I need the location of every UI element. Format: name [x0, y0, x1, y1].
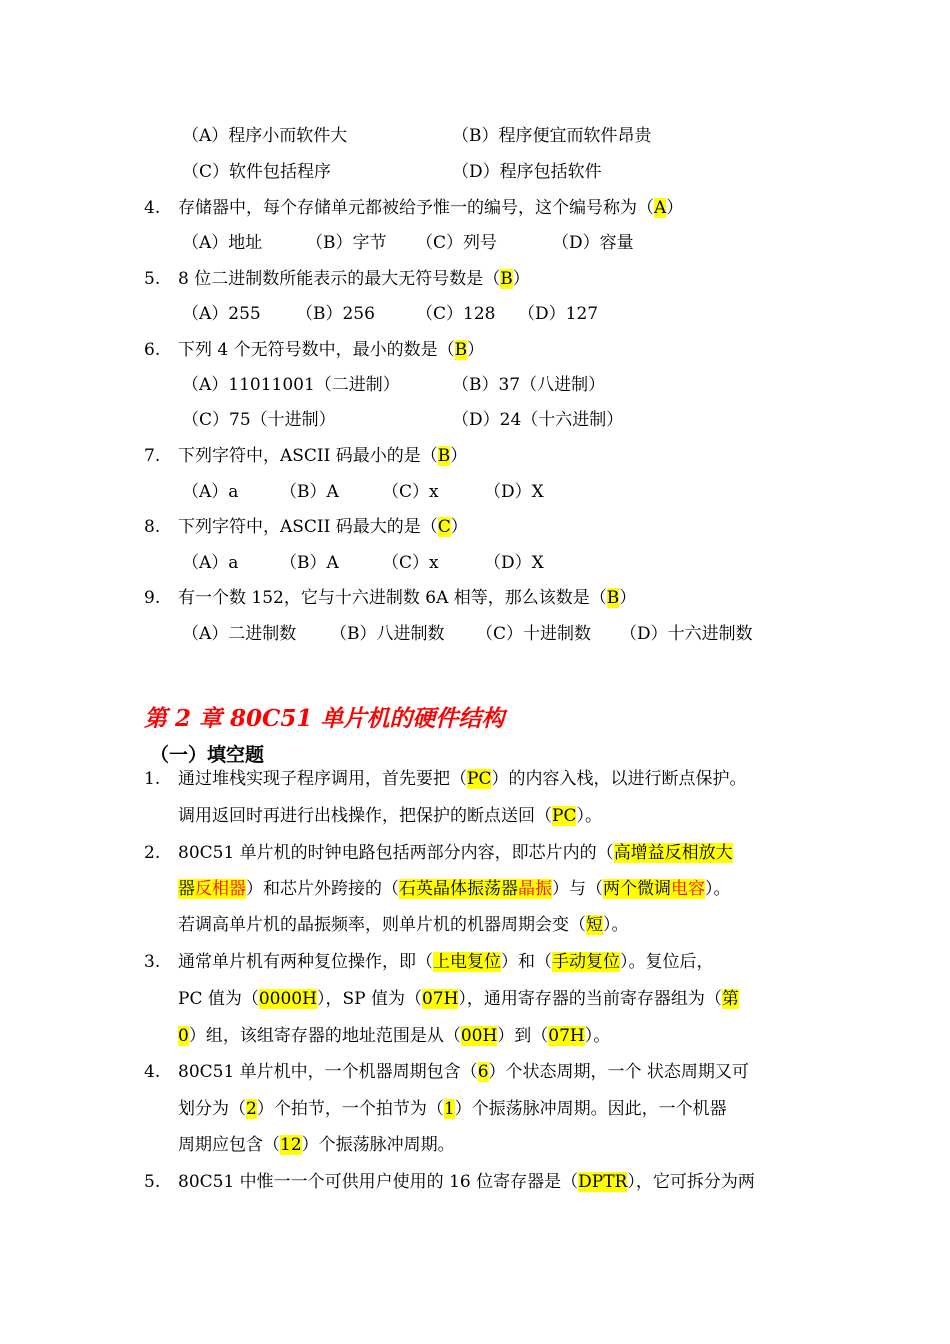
- option-d: （D）24（十六进制）: [452, 410, 624, 430]
- option-a: （A）二进制数: [182, 624, 297, 644]
- fill-question-3-line-2: PC 值为（0000H），SP 值为（07H），通用寄存器的当前寄存器组为（第: [178, 989, 739, 1009]
- fill-question-2-line-3: 若调高单片机的晶振频率，则单片机的机器周期会变（短）。: [178, 915, 629, 935]
- question-number: 5.: [144, 269, 161, 289]
- question-text: 存储器中，每个存储单元都被给予惟一的编号，这个编号称为（A）: [178, 198, 684, 218]
- answer-highlight: 高增益反相放大: [613, 843, 733, 863]
- option-b: （B）37（八进制）: [452, 375, 606, 395]
- option-b: （B）八进制数: [330, 624, 445, 644]
- question-text: 有一个数 152，它与十六进制数 6A 相等，那么该数是（B）: [178, 588, 637, 608]
- question-number: 2.: [144, 843, 161, 863]
- question-number: 4.: [144, 198, 161, 218]
- question-text: 80C51 单片机中，一个机器周期包含（6）个状态周期，一个 状态周期又可: [178, 1062, 749, 1082]
- option-c: （C）x: [382, 553, 439, 573]
- question-number: 7.: [144, 446, 161, 466]
- answer-highlight: B: [500, 269, 513, 289]
- answer-highlight: 第: [721, 989, 739, 1009]
- question-text: 通常单片机有两种复位操作，即（上电复位）和（手动复位）。复位后，: [178, 952, 714, 972]
- answer-highlight: 07H: [421, 989, 459, 1009]
- option-a: （A）11011001（二进制）: [182, 375, 400, 395]
- answer-highlight: 0000H: [258, 989, 317, 1009]
- option-b: （B）A: [280, 482, 339, 502]
- option-d: （D）十六进制数: [620, 624, 753, 644]
- answer-highlight: 1: [443, 1099, 455, 1119]
- option-b: （B）256: [296, 304, 375, 324]
- answer-highlight: 07H: [548, 1026, 585, 1046]
- option-c: （C）75（十进制）: [182, 410, 336, 430]
- option-c: （C）列号: [416, 233, 498, 253]
- question-number: 6.: [144, 340, 161, 360]
- answer-highlight: 上电复位: [433, 952, 501, 972]
- answer-highlight: C: [437, 517, 451, 537]
- option-c: （C）128: [416, 304, 496, 324]
- question-text: 下列 4 个无符号数中，最小的数是（B）: [178, 340, 485, 360]
- option-a: （A）a: [182, 553, 239, 573]
- fill-question-4-line-3: 周期应包含（12）个振荡脉冲周期。: [178, 1135, 455, 1155]
- option-a: （A）地址: [182, 233, 263, 253]
- q3-option-a: （A）程序小而软件大: [182, 126, 348, 146]
- question-text: 下列字符中，ASCII 码最大的是（C）: [178, 517, 468, 537]
- question-number: 4.: [144, 1062, 161, 1082]
- option-b: （B）A: [280, 553, 339, 573]
- fill-question-3-line-3: 0）组，该组寄存器的地址范围是从（00H）到（07H）。: [178, 1026, 611, 1046]
- option-b: （B）字节: [306, 233, 387, 253]
- question-text: 下列字符中，ASCII 码最小的是（B）: [178, 446, 468, 466]
- section-title: （一）填空题: [150, 744, 265, 766]
- question-text: 8 位二进制数所能表示的最大无符号数是（B）: [178, 269, 530, 289]
- fill-question-2-line-2: 器反相器）和芯片外跨接的（石英晶体振荡器晶振）与（两个微调电容）。: [178, 879, 731, 899]
- answer-highlight: B: [437, 446, 451, 466]
- question-number: 5.: [144, 1172, 161, 1192]
- answer-highlight: 0: [178, 1026, 189, 1046]
- question-number: 9.: [144, 588, 161, 608]
- answer-highlight: 石英晶体振荡器: [399, 879, 518, 899]
- question-text: 80C51 单片机的时钟电路包括两部分内容，即芯片内的（高增益反相放大: [178, 843, 733, 863]
- q3-option-b: （B）程序便宜而软件昂贵: [452, 126, 652, 146]
- answer-highlight: 两个微调: [603, 879, 671, 899]
- question-number: 1.: [144, 769, 161, 789]
- option-d: （D）容量: [552, 233, 634, 253]
- answer-highlight: 短: [586, 915, 603, 935]
- q3-option-c: （C）软件包括程序: [182, 162, 332, 182]
- answer-highlight: 12: [280, 1135, 302, 1155]
- fill-question-1-line-2: 调用返回时再进行出栈操作，把保护的断点送回（PC）。: [178, 806, 602, 826]
- question-number: 3.: [144, 952, 161, 972]
- option-d: （D）X: [484, 553, 544, 573]
- option-a: （A）a: [182, 482, 239, 502]
- answer-alt-red: 电容: [671, 879, 705, 899]
- answer-highlight: 00H: [460, 1026, 498, 1046]
- chapter-title: 第 2 章 80C51 单片机的硬件结构: [144, 705, 505, 732]
- option-d: （D）X: [484, 482, 544, 502]
- q3-option-d: （D）程序包括软件: [452, 162, 602, 182]
- option-a: （A）255: [182, 304, 261, 324]
- question-number: 8.: [144, 517, 161, 537]
- option-c: （C）十进制数: [476, 624, 592, 644]
- fill-question-4-line-2: 划分为（2）个拍节，一个拍节为（1）个振荡脉冲周期。因此，一个机器: [178, 1099, 727, 1119]
- answer-highlight: 2: [246, 1099, 257, 1119]
- option-d: （D）127: [518, 304, 599, 324]
- question-text: 80C51 中惟一一个可供用户使用的 16 位寄存器是（DPTR），它可拆分为两: [178, 1172, 755, 1192]
- answer-highlight: B: [454, 340, 468, 360]
- answer-alt-red: 晶振: [518, 879, 552, 899]
- option-c: （C）x: [382, 482, 439, 502]
- answer-highlight: PC: [552, 806, 577, 826]
- answer-highlight: 手动复位: [552, 952, 620, 972]
- answer-highlight: DPTR: [578, 1172, 628, 1192]
- question-text: 通过堆栈实现子程序调用，首先要把（PC）的内容入栈，以进行断点保护。: [178, 769, 747, 789]
- answer-highlight: PC: [467, 769, 492, 789]
- answer-highlight: B: [606, 588, 620, 608]
- answer-alt-red: 反相器: [195, 879, 246, 899]
- answer-highlight: 6: [477, 1062, 489, 1082]
- answer-highlight: A: [654, 198, 667, 218]
